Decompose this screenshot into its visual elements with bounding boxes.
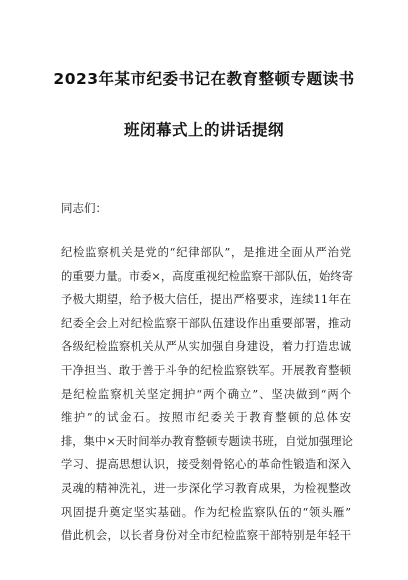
body-line: 的重要力量。市委×，高度重视纪检监察干部队伍，始终寄 (61, 269, 353, 283)
body-paragraph (61, 241, 351, 548)
body-line: 灵魂的精神洗礼，进一步深化学习教育成果，为检视整改 (61, 481, 351, 495)
body-line: 维护”的试金石。按照市纪委关于教育整顿的总体安 (61, 411, 351, 425)
body-line: 学习、提高思想认识，接受刻骨铭心的革命性锻造和深入 (61, 458, 351, 472)
body-line: 排，集中×天时间举办教育整顿专题读书班，自觉加强理论 (61, 434, 353, 448)
body-line: 是纪检监察机关坚定拥护“两个确立”、坚决做到“两个 (61, 387, 351, 401)
salutation: 同志们： (61, 201, 107, 215)
body-line: 各级纪检监察机关从严从实加强自身建设，着力打造忠诚 (61, 340, 351, 354)
document-title-line-1: 2023年某市纪委书记在教育整顿专题读书 (53, 70, 355, 88)
body-line: 巩固提升奠定坚实基础。作为纪检监察队伍的“领头雁” (61, 505, 351, 519)
body-line: 纪检监察机关是党的“纪律部队”，是推进全面从严治党 (61, 246, 351, 259)
body-line: 干净担当、敢于善于斗争的纪检监察铁军。开展教育整顿 (61, 363, 351, 377)
document-title-line-2: 班闭幕式上的讲话提纲 (123, 121, 284, 139)
body-line: 借此机会，以长者身份对全市纪检监察干部特别是年轻干 (61, 529, 351, 543)
body-line: 予极大期望，给予极大信任，提出严格要求，连续11年在 (61, 293, 351, 307)
body-line: 纪委全会上对纪检监察干部队伍建设作出重要部署，推动 (61, 316, 351, 330)
